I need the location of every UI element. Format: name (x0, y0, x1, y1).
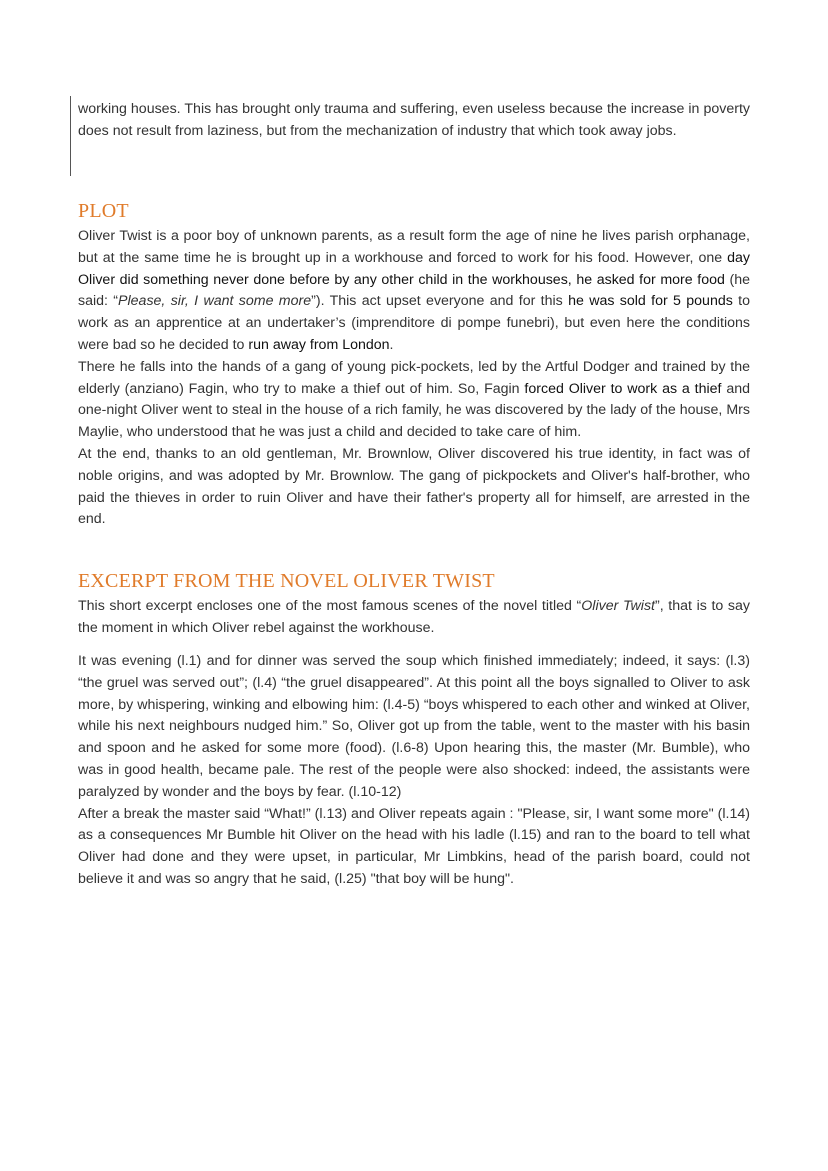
plot-paragraph-1 (78, 226, 750, 357)
excerpt-intro (78, 596, 750, 640)
novel-title: Oliver Twist (581, 598, 655, 614)
plot-heading: PLOT (78, 200, 129, 222)
plot-text: ”). This act upset everyone and for this (311, 293, 569, 310)
change-bar (70, 96, 71, 176)
plot-paragraph-3: At the end, thanks to an old gentleman, Mr. Brownlow, Oliver discovered his true identity, in fact was of noble origins, and was adopted by Mr. Brownlow. The gang of pickpockets and Oliver's half-brother, who paid the thieves in order to ruin Oliver and have their father's property all for himself, are arrested in the end. (78, 445, 750, 528)
plot-section (78, 226, 750, 531)
plot-quote: Please, sir, I want some more (118, 293, 312, 310)
plot-highlight: forced Oliver to work as a thief (524, 380, 722, 397)
plot-highlight: day Oliver did something never done before by any other child in the workhouses, he asked for more food (78, 249, 750, 288)
plot-text: Oliver Twist is a poor boy of unknown parents, as a result form the age of nine he lives parish orphanage, but at the same time he is brought up in a workhouse and forced to work for his food. However, one (78, 228, 750, 266)
plot-text: to work as an apprentice at an undertaker’s (imprenditore di pompe funebri), but even here the conditions were bad so he decided to (78, 293, 750, 353)
plot-text: There he falls into the hands of a gang of young pick-pockets, led by the Artful Dodger and trained by the elderly (anziano) Fagin, who try to make a thief out of him. So, Fagin (78, 358, 750, 397)
plot-text: and one-night Oliver went to steal in the house of a rich family, he was discovered by the lady of the house, Mrs Maylie, who understood that he was just a child and decided to take care of him. (78, 380, 751, 441)
excerpt-heading: EXCERPT FROM THE NOVEL OLIVER TWIST (78, 570, 495, 592)
plot-highlight: he was sold for 5 pounds (568, 293, 733, 310)
excerpt-text: This short excerpt encloses one of the most famous scenes of the novel titled “ (78, 598, 582, 614)
plot-text: (he said: “ (78, 271, 750, 310)
excerpt-intro-paragraph (78, 596, 750, 640)
intro-paragraph: working houses. This has brought only trauma and suffering, even useless because the increase in poverty does not result from laziness, but from the mechanization of industry that which took away jobs. (78, 101, 750, 139)
excerpt-paragraph-1: It was evening (l.1) and for dinner was served the soup which finished immediately; indeed, it says: (l.3) “the gruel was served out”; (l.4) “the gruel disappeared”. At this point all the boys signalled to Oliver to ask more, by whispering, winking and elbowing him: (l.4-5) “boys whispered to each other and winked at Oliver, while his next neighbours nudged him.” So, Oliver got up from the table, went to the master with his basin and spoon and he asked for some more (food). (l.6-8) Upon hearing this, the master (Mr. Bumble), who was in good health, became pale. The rest of the people were also shocked: indeed, the assistants were paralyzed by wonder and the boys by fear. (l.10-12) (78, 653, 750, 800)
plot-text: . (389, 336, 394, 353)
excerpt-body (78, 651, 750, 891)
excerpt-text: ”, that is to say the moment in which Oliver rebel against the workhouse. (78, 598, 750, 636)
excerpt-paragraph-2: After a break the master said “What!” (l.13) and Oliver repeats again : "Please, sir, I want some more" (l.14) as a consequences Mr Bumble hit Oliver on the head with his ladle (l.15) and ran to the board to tell what Oliver had done and they were upset, in particular, Mr Limbkins, head of the parish board, could not believe it and was so angry that he said, (l.25) "that boy will be hung". (78, 805, 750, 887)
plot-highlight: run away from London (248, 336, 390, 353)
plot-paragraph-2 (78, 357, 750, 444)
